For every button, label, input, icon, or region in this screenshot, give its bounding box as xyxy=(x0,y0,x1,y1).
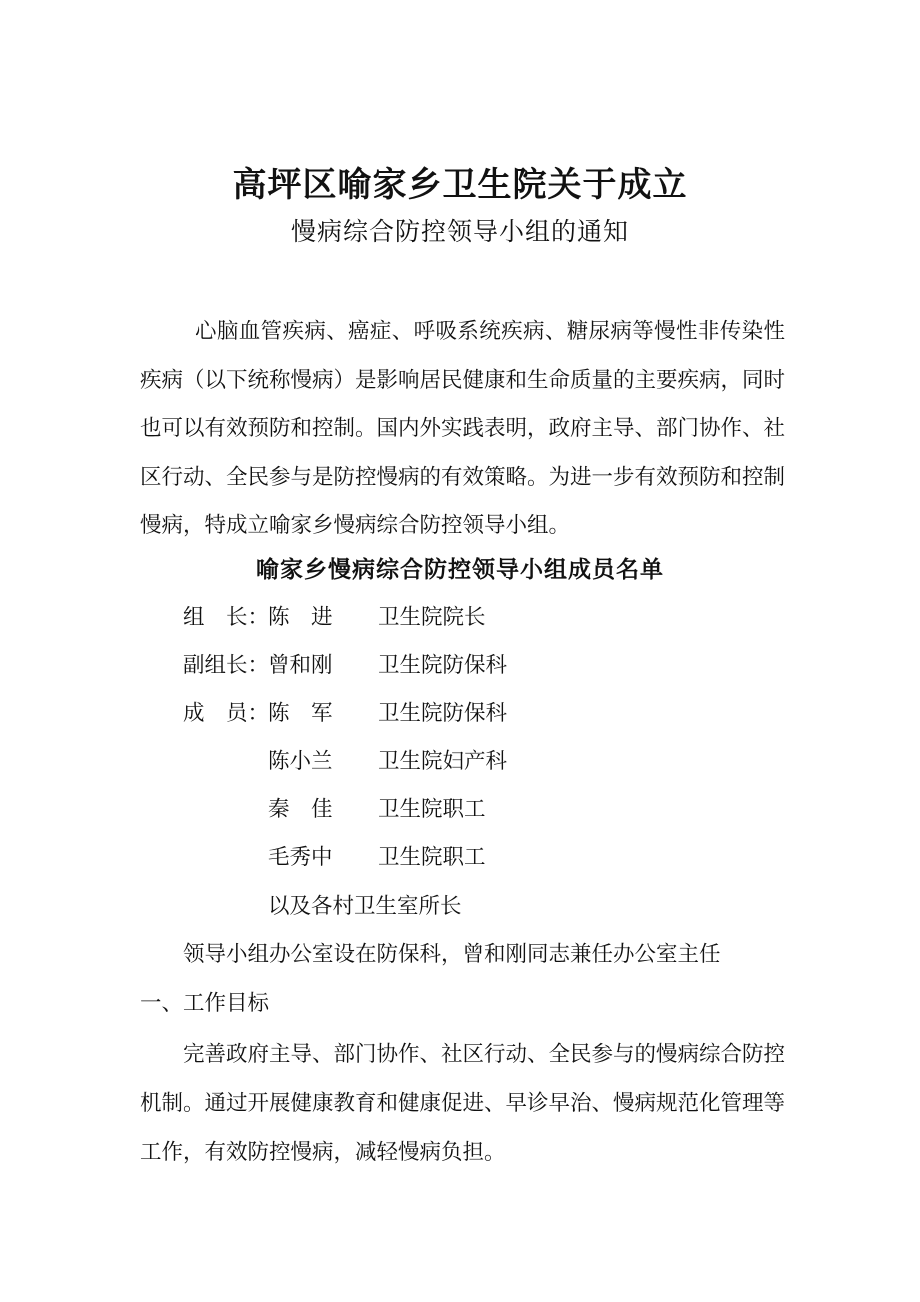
member-role: 组 长： xyxy=(183,605,270,630)
members-extra-note: 以及各村卫生室所长 xyxy=(268,894,462,919)
member-post: 卫生院职工 xyxy=(378,845,486,870)
document-title: 高坪区喻家乡卫生院关于成立 xyxy=(232,165,688,205)
document-subtitle: 慢病综合防控领导小组的通知 xyxy=(290,217,629,246)
section-heading: 一、工作目标 xyxy=(140,991,270,1016)
member-post: 卫生院防保科 xyxy=(378,701,508,726)
member-name: 秦 佳 xyxy=(268,797,333,822)
member-role: 副组长： xyxy=(183,653,270,678)
member-list-title: 喻家乡慢病综合防控领导小组成员名单 xyxy=(256,556,664,583)
member-post: 卫生院妇产科 xyxy=(378,749,508,774)
member-name: 陈 进 xyxy=(268,605,333,630)
member-post: 卫生院防保科 xyxy=(378,653,508,678)
office-note: 领导小组办公室设在防保科，曾和刚同志兼任办公室主任 xyxy=(183,942,721,967)
member-name: 曾和刚 xyxy=(268,653,333,678)
section-paragraph: 完善政府主导、部门协作、社区行动、全民参与的慢病综合防控机制。通过开展健康教育和健康促进、早诊早治、慢病规范化管理等工作，有效防控慢病，减轻慢病负担。 xyxy=(140,1042,786,1165)
member-name: 陈小兰 xyxy=(268,749,333,774)
member-name: 毛秀中 xyxy=(268,845,333,870)
member-role: 成 员： xyxy=(183,701,270,726)
intro-paragraph: 心脑血管疾病、癌症、呼吸系统疾病、糖尿病等慢性非传染性疾病（以下统称慢病）是影响居民健康和生命质量的主要疾病，同时也可以有效预防和控制。国内外实践表明，政府主导、部门协作、社区行动、全民参与是防控慢病的有效策略。为进一步有效预防和控制慢病，特成立喻家乡慢病综合防控领导小组。 xyxy=(140,319,786,538)
member-post: 卫生院院长 xyxy=(378,605,486,630)
member-post: 卫生院职工 xyxy=(378,797,486,822)
member-name: 陈 军 xyxy=(268,701,333,726)
